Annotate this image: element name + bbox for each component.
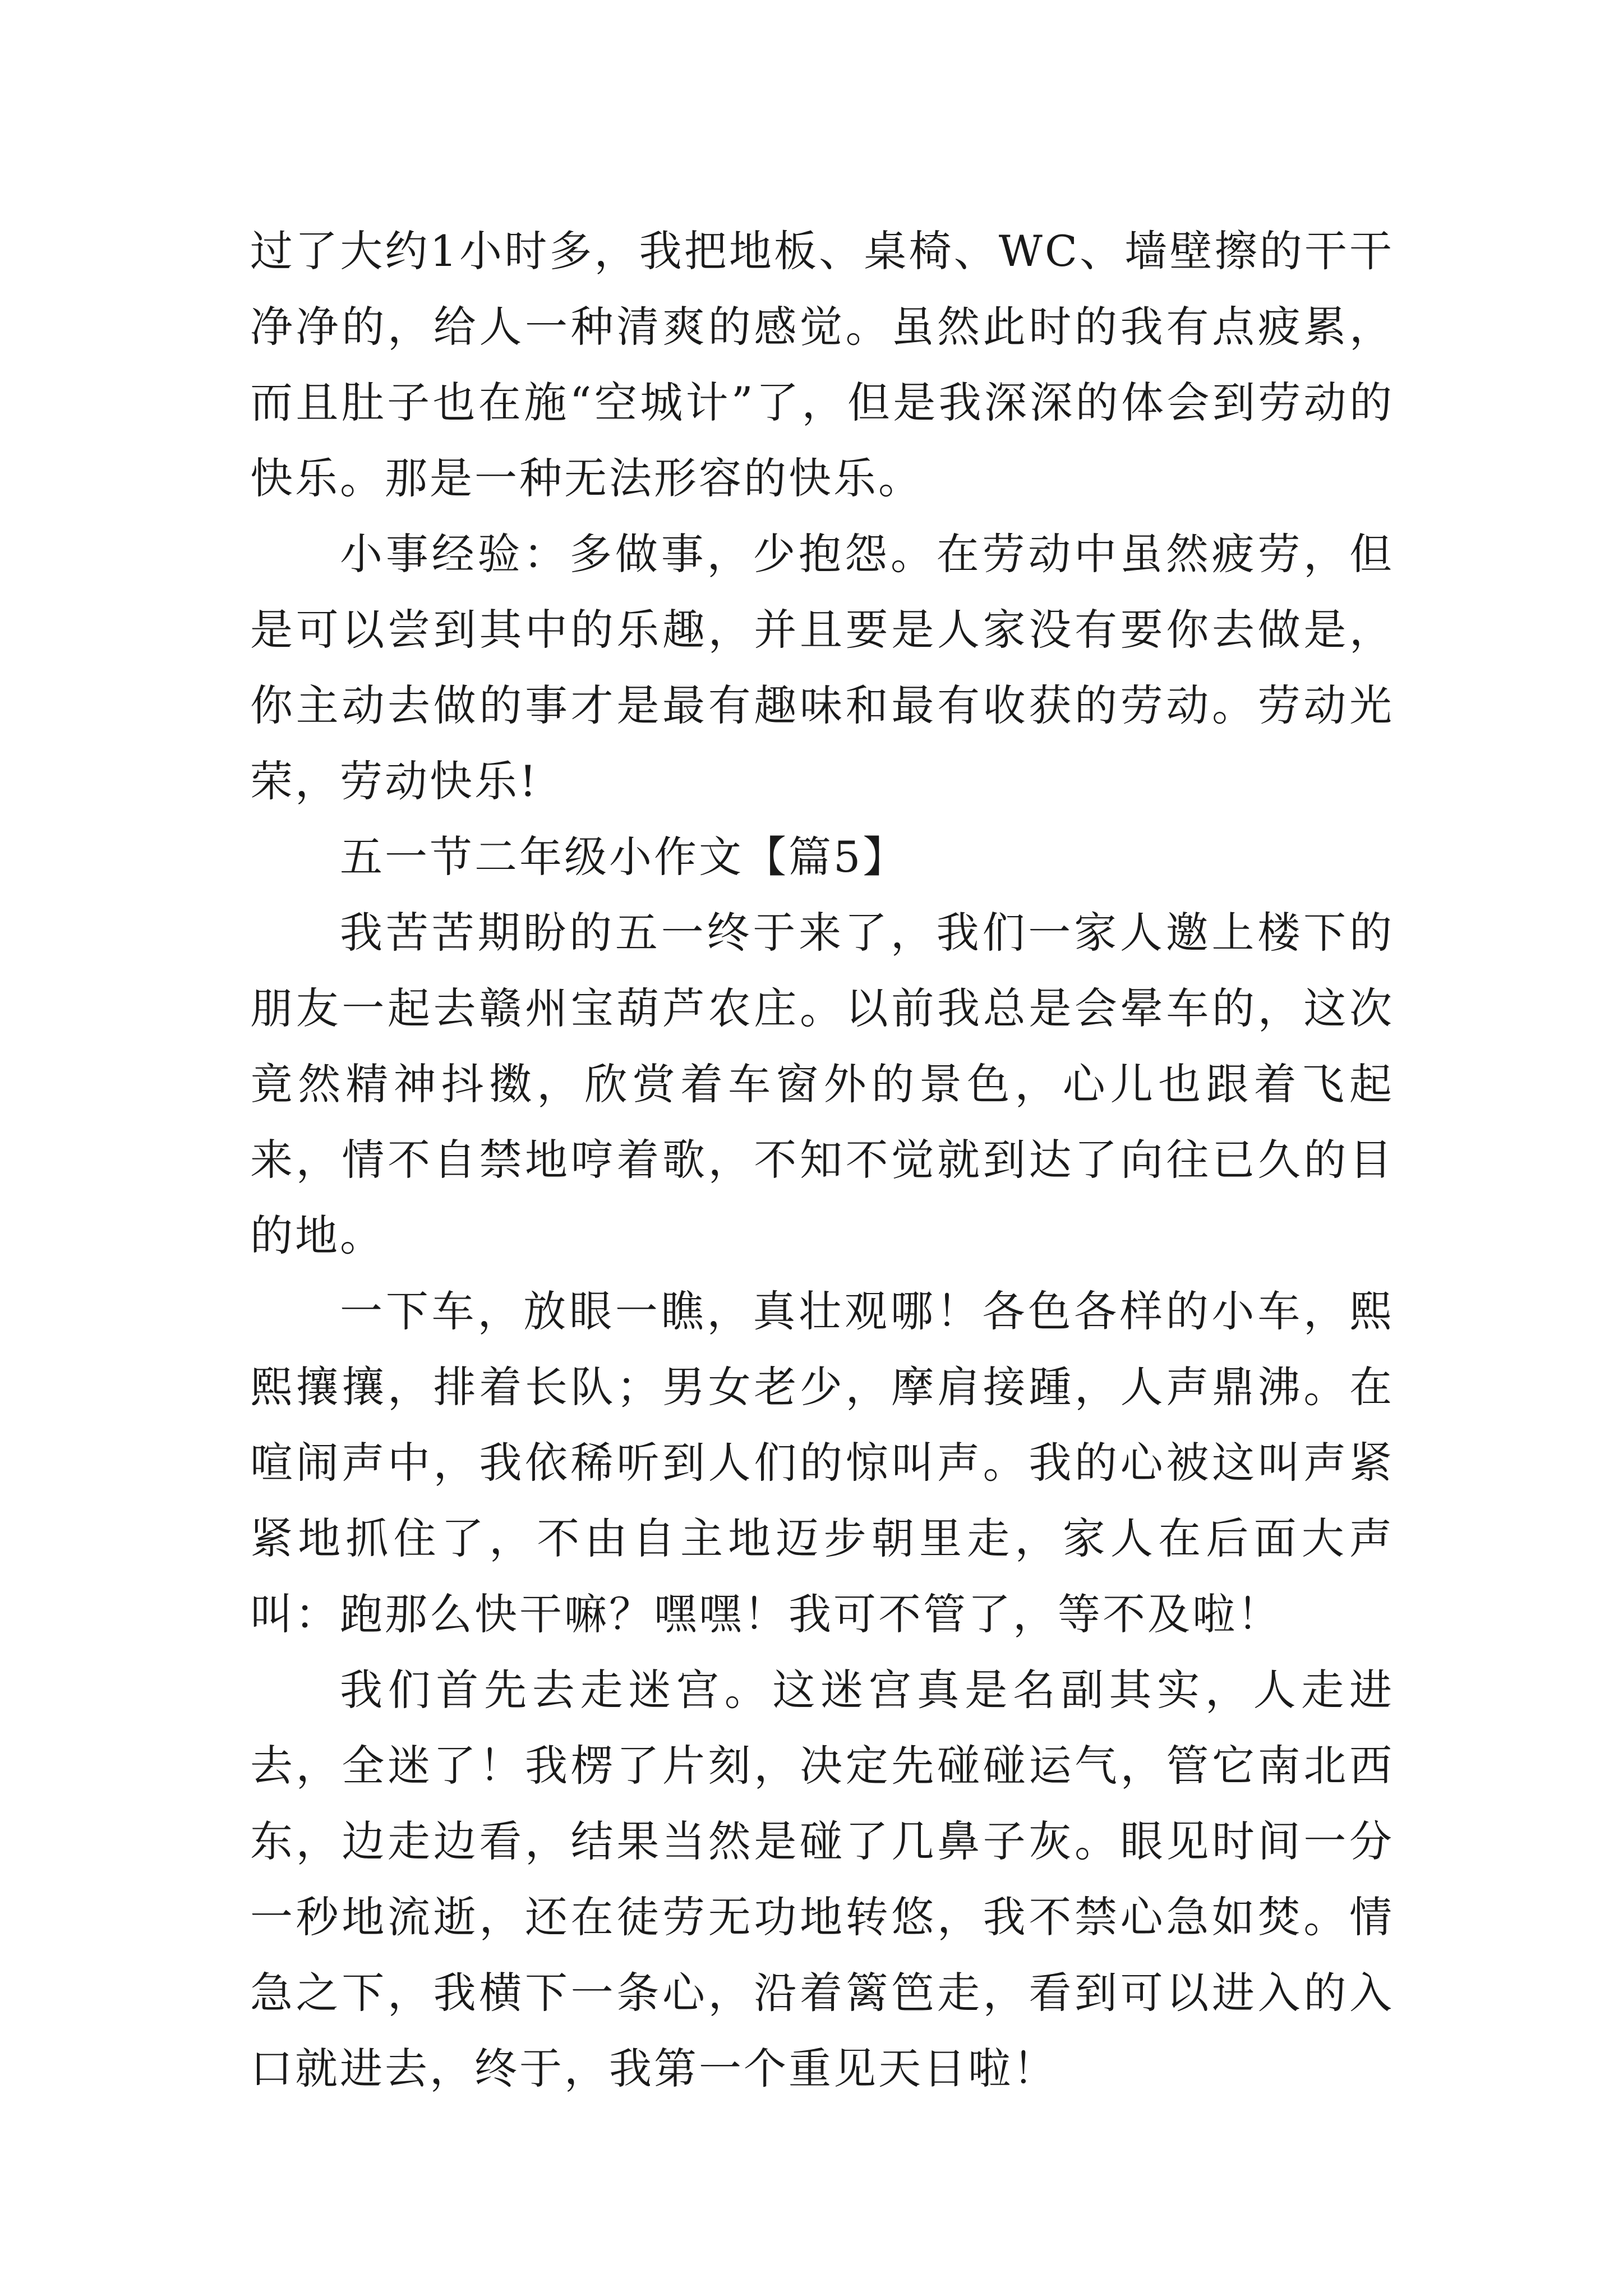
document-body [250,213,1394,2106]
paragraph-3: 我苦苦期盼的五一终于来了，我们一家人邀上楼下的朋友一起去赣州宝葫芦农庄。以前我总是会晕车的，这次竟然精神抖擞，欣赏着车窗外的景色，心儿也跟着飞起来，情不自禁地哼着歌，不知不觉就到达了向往已久的目的地。 [250,908,1394,1260]
section-heading: 五一节二年级小作文【篇5】 [340,832,908,882]
paragraph-1: 过了大约1小时多，我把地板、桌椅、WC、墙壁擦的干干净净的，给人一种清爽的感觉。虽然此时的我有点疲累，而且肚子也在施“空城计”了，但是我深深的体会到劳动的快乐。那是一种无法形容的快乐。 [250,226,1394,503]
paragraph-2: 小事经验：多做事，少抱怨。在劳动中虽然疲劳，但是可以尝到其中的乐趣，并且要是人家没有要你去做是，你主动去做的事才是最有趣味和最有收获的劳动。劳动光荣，劳动快乐! [250,529,1394,806]
paragraph-4: 一下车，放眼一瞧，真壮观哪！各色各样的小车，熙熙攘攘，排着长队；男女老少，摩肩接踵，人声鼎沸。在喧闹声中，我依稀听到人们的惊叫声。我的心被这叫声紧紧地抓住了，不由自主地迈步朝里走，家人在后面大声叫：跑那么快干嘛？嘿嘿！我可不管了，等不及啦！ [250,1286,1394,1639]
paragraph-5: 我们首先去走迷宫。这迷宫真是名副其实，人走进去，全迷了！我楞了片刻，决定先碰碰运气，管它南北西东，边走边看，结果当然是碰了几鼻子灰。眼见时间一分一秒地流逝，还在徒劳无功地转悠，我不禁心急如焚。情急之下，我横下一条心，沿着篱笆走，看到可以进入的入口就进去，终于，我第一个重见天日啦！ [250,1665,1394,2093]
